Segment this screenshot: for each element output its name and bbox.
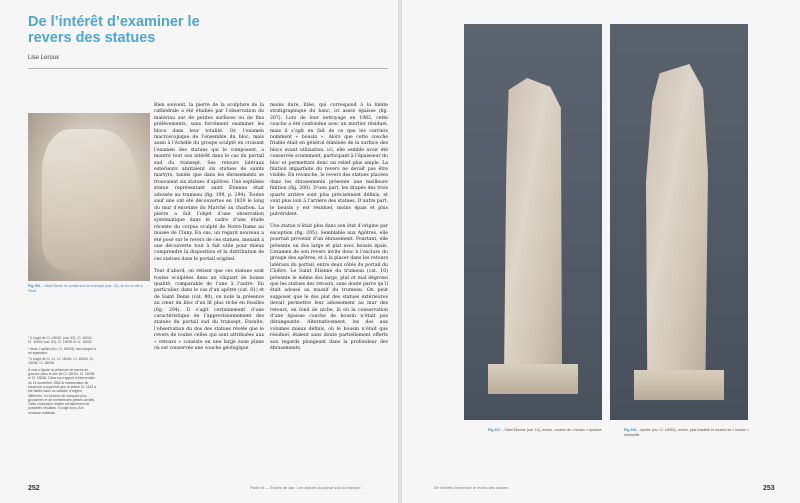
statue-stone-shape [42,129,138,269]
paragraph: Tout d’abord, on retient que ces statues sont toutes sculptées dans un cliquart de bonne qualité, comparable de l’une à l’autre. En particulier, dans le cas d’un apôtre (cat. 81) et de Saint Denis (cat. 80), on note la présence au cœur du bloc d’un lit plus riche en fossiles (fig. 204). Il s’agit certainement d’une caractéristique de l’approvisionnement des statues du portail sud du transept. Ensuite, l’observation du dos des statues révèle que le revers de toutes celles qui sont attribuées aux « retours » consiste en une large zone plane où est conservée une couche géologique [154,269,264,352]
running-head-left: Partie III — Études de cas : Les statues du portail sud du transept [250,486,361,490]
running-head-right: De l’intérêt d’examiner le revers des statues [434,486,508,490]
figure-number: Fig 207 [488,428,501,432]
statue-base [634,370,724,400]
figure-number: Fig 208 [624,428,637,432]
paragraph: Bien souvent, la pierre de la sculpture de la cathédrale a été étudiée par l’observation du matériau sur de petites surfaces ou de fins prélèvements, sans forcément examiner les blocs dans leur totalité. Or, l’examen macroscopique de l’ensemble du bloc, mais aussi à l’échelle du groupe sculpté en croisant l’examen des statues qui le composent, a montré tout son intérêt dans le cas du portail sud du transept. Ses retours latéraux extérieurs abritaient six statues de saints martyrs, tandis que dans les ébrasements se trouvaient six statues d’apôtres. Une septième statue représentant saint Étienne était adossée au trumeau (fig. 199, p. 294). Toutes sauf une ont été découvertes en 1839 le long du mur d’enceinte du Marché au charbon. La pierre a fait l’objet d’une observation systématique dans le cadre d’une étude récente du corpus sculpté de Notre-Dame au musée de Cluny. En sus, un regard nouveau a été posé sur le revers de ces statues, menant à une découverte tout à fait utile pour mieux comprendre la disposition et la distribution de ces statues dans le portail originel. [154,103,264,262]
paragraph: moins dure, litée, qui correspond à la limite stratigraphique du banc, ici assez épaisse (fig. 207). Lors de leur nettoyage en 1982, cette couche a été confondue avec un mortier résiduel, mais il s’agit en fait de ce que les carriers nomment « bousin ». Alors que cette couche friable était en général éliminée de la surface des blocs avant utilisation, ici, elle semble avoir été conservée sciemment, participant à l’épaisseur du bloc et permettant donc un relief plus ample. La finition imparfaite du revers ne devait pas être visible. En revanche, le revers des statues placées dans les ébrasements présente une meilleure finition (fig. 208). D’une part, les drapés des trois quarts arrière sont plus précisément définis, et vont plus loin à l’arrière des statues. D’autre part, le bousin y est résiduel, moins épais et plus pulvérulent. [270,103,388,217]
footnote: * Ainsi, l’apôtre (inv. Cl. 18053), est marqué à mi-épaisseur. [28,346,96,355]
footnote: * Il s’agit de Cl. 11, Cl. 18044, Cl. 18034, Cl. 18035, Cl. 18036. [28,357,94,366]
figure-caption [624,428,762,437]
figure-caption [488,428,626,433]
statue-photo-apotre [610,24,748,420]
statue-base [488,364,578,394]
text-column-2 [270,103,388,358]
statue-photo-saint-denis [28,113,150,281]
text-column-1 [154,103,264,358]
figure-caption-text: – Apôtre (inv. Cl. 18052), revers, plus travaillé et couche de « bousin » résiduelle. [624,428,749,437]
footnote: À cela s’ajoute la présence de traces de gravure dans le dos de Cl. 18034, Cl. 18035 et Cl. 18036. Dans son rapport d’intervention du 11 novembre 1982 le restaurateur de sculpture a supprimé que la statue Cl. 1133 a été taillée dans un calcaire d’origine différente, en fonction de marques plus grossières et de nombreuses petites cavités. Cette conclusion réalise certainement de possibles résultats. Il s’agit donc d’un nouveau matériau. [28,367,96,415]
page-number-right: 253 [763,485,775,492]
statue-figure [646,64,708,374]
figure-caption [28,284,150,294]
right-page [402,0,800,503]
paragraph: Une statue n’était plus dans son état d’origine par exception (fig. 205). Semblable aux Apôtres, elle pourrait provenir d’un ébrasement. Pourtant, elle présente un dos large et plat avec bousin épais. L’examen de son revers invite donc à l’exclure du groupe des apôtres, et à la placer dans les retours latéraux du portail, entre deux côtés du portail du Cloître. Le Saint Étienne du trumeau (cat. 10) présente le même dos large, plat et mal dégrossi que les statues des retours, sans doute parce qu’il était adossé au massif du trumeau. On peut supposer que le dos plat des statues extérieures devait permettre leur adossement au mur des retours, en fond de niche, là où la conservation d’une épaisse couche de bousin n’était pas dérangeante. Alternativement, les dos aux volumes mieux définis, où le bousin n’était que résiduel, étaient sans doute partiellement offerts aux regards plongeant dans la profondeur des ébrasements. [270,224,388,352]
footnote: * Il s’agit de Cl. 18040, (cat. 62), Cl. 18041, Cl. 18042 (cat. 63), Cl. 18033 et Cl. 18032. [28,336,93,345]
page-number-left: 252 [28,485,40,492]
statue-photo-saint-etienne [464,24,602,420]
article-title: De l’intérêt d’examiner le revers des statues [28,14,200,46]
title-rule [28,68,388,69]
footnotes [28,336,96,417]
figure-caption-text: – Saint Étienne (cat. 10), revers, couche de « bousin » épaisse. [501,428,603,432]
statue-figure [504,78,562,374]
figure-number: Fig 206 [28,284,41,288]
left-page [0,0,398,503]
figure-caption-text: – Saint Denis du portail sud du transept (cat. 10), île de la cité à Paris. [28,284,143,293]
author-name: Lise Leroux [28,55,60,61]
